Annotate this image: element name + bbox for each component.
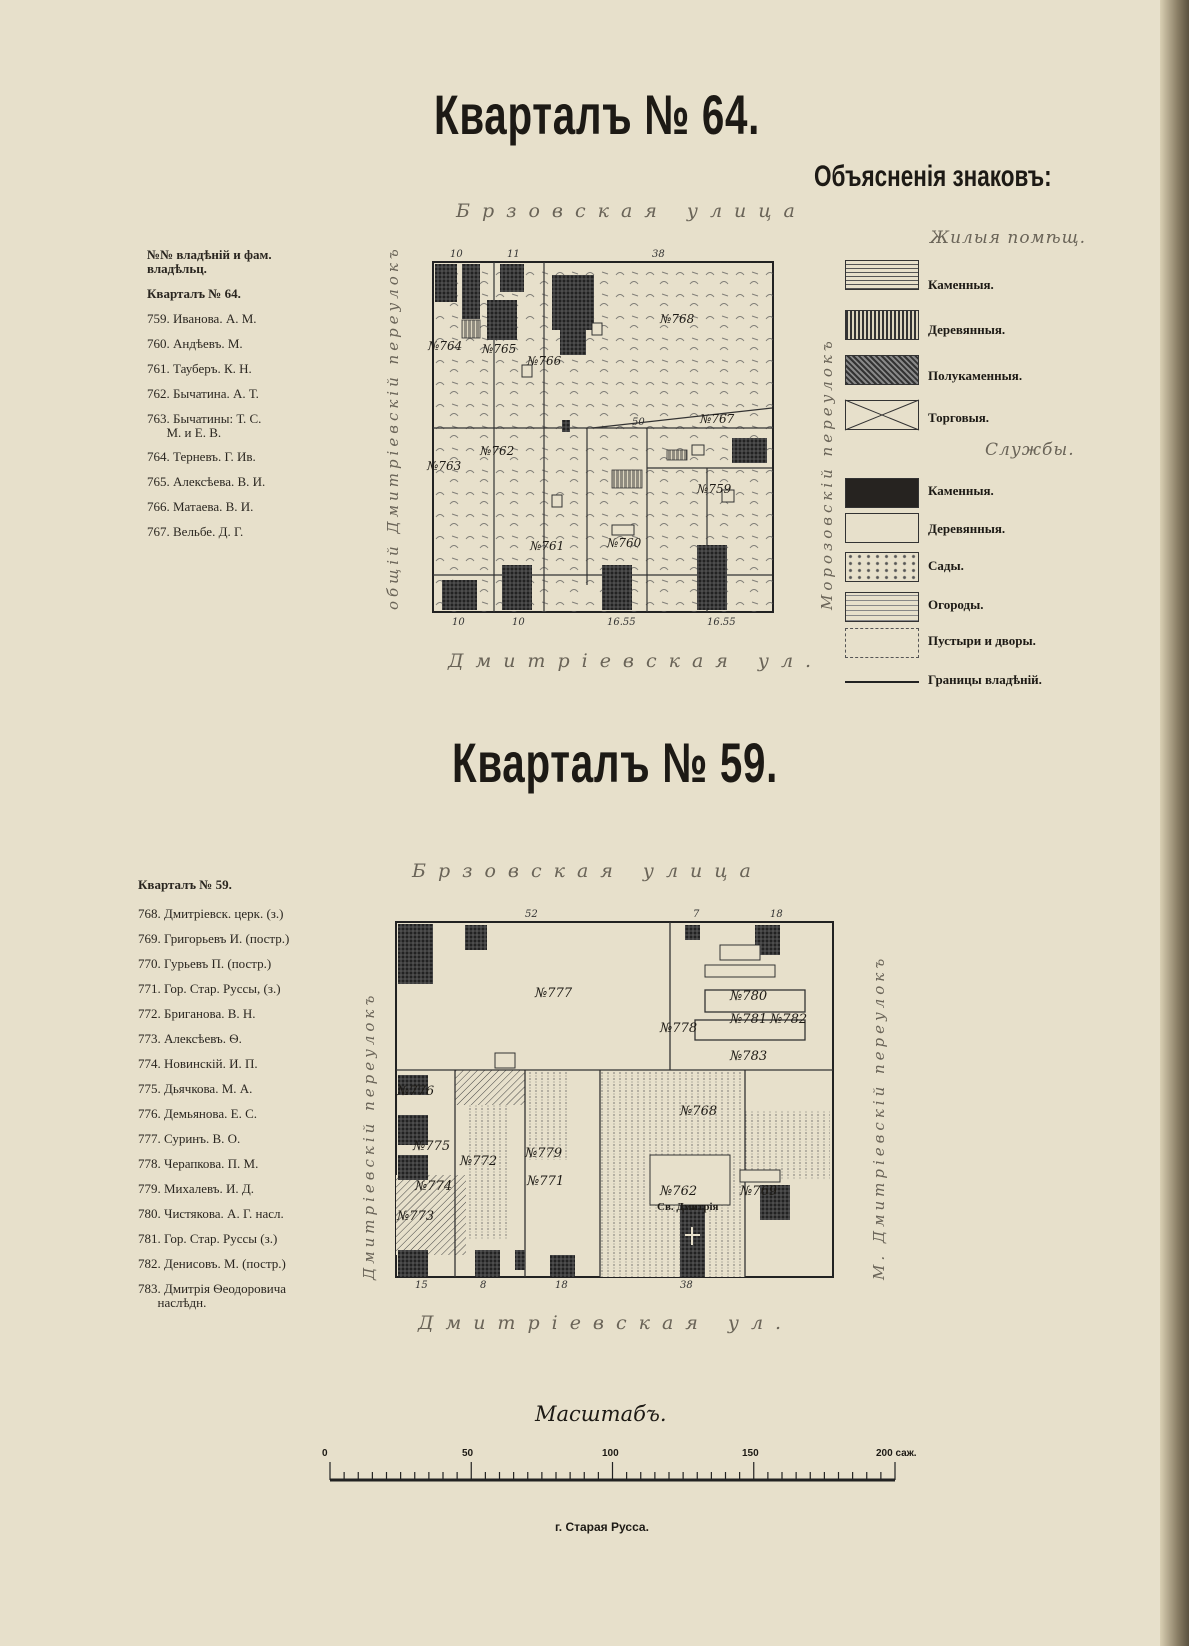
owner-entry: 767. Вельбе. Д. Г. bbox=[147, 524, 244, 539]
dimension-label: 7 bbox=[693, 909, 700, 920]
plot-label: №776 bbox=[397, 1084, 435, 1099]
owner-entry: 778. Черапкова. П. М. bbox=[138, 1156, 259, 1171]
dimension-label: 10 bbox=[450, 249, 463, 260]
q59-east-street: М. Дмитріевскій переулокъ bbox=[870, 954, 888, 1280]
plot-label: №763 bbox=[427, 459, 462, 473]
scale-tick-label: 150 bbox=[742, 1448, 759, 1459]
owner-entry: 780. Чистякова. А. Г. насл. bbox=[138, 1206, 284, 1221]
owner-entry: 775. Дьячкова. М. А. bbox=[138, 1081, 253, 1096]
owner-list-header: №№ владѣній и фам. владѣльц. bbox=[147, 247, 272, 276]
owner-entry: 769. Григорьевъ И. (постр.) bbox=[138, 931, 290, 946]
owner-entry: 765. Алексѣева. В. И. bbox=[147, 474, 266, 489]
dimension-label: 18 bbox=[770, 909, 783, 920]
owner-entry: 760. Андѣевъ. М. bbox=[147, 336, 243, 351]
owner-entry: 771. Гор. Стар. Руссы, (з.) bbox=[138, 981, 281, 996]
legend-label: Пустыри и дворы. bbox=[928, 633, 1036, 648]
plot-label: №780 bbox=[730, 989, 768, 1004]
plot-label: №760 bbox=[607, 536, 642, 550]
dimension-label: 38 bbox=[680, 1280, 693, 1291]
scale-tick-label: 50 bbox=[462, 1448, 474, 1459]
q59-south-street: Дмитріевская ул. bbox=[418, 1312, 794, 1334]
q64-south-street: Дмитріевская ул. bbox=[448, 650, 824, 672]
plot-label: №762 bbox=[480, 444, 515, 458]
owner-entry: 782. Денисовъ. М. (постр.) bbox=[138, 1256, 286, 1271]
plot-label: №768 bbox=[660, 312, 695, 326]
church-label: Св. Дмитрія bbox=[657, 1201, 719, 1213]
legend-swatch-garden bbox=[845, 552, 919, 582]
owner-entry: 781. Гор. Стар. Руссы (з.) bbox=[138, 1231, 278, 1246]
plot-label: №768 bbox=[680, 1104, 718, 1119]
plot-label: №762 bbox=[660, 1184, 698, 1199]
legend-swatch-semistone-residential bbox=[845, 355, 919, 385]
plot-label: №781 bbox=[730, 1012, 768, 1027]
owner-entry: 774. Новинскій. И. П. bbox=[138, 1056, 258, 1071]
plot-label: №782 bbox=[770, 1012, 808, 1027]
legend-swatch-stone-residential bbox=[845, 260, 919, 290]
legend-label: Полукаменныя. bbox=[928, 368, 1023, 383]
owner-entry: 764. Терневъ. Г. Ив. bbox=[147, 449, 256, 464]
plot-label: №765 bbox=[482, 342, 517, 356]
legend-swatch-stone-service bbox=[845, 478, 919, 508]
dimension-label: 8 bbox=[480, 1280, 487, 1291]
scale-tick-label: 0 bbox=[322, 1448, 328, 1459]
quarter-59-owner-list bbox=[138, 877, 368, 1310]
plot-label: №769 bbox=[740, 1184, 778, 1199]
plot-label: №774 bbox=[415, 1179, 453, 1194]
q64-west-street: общій Дмитріевскій переулокъ bbox=[384, 245, 402, 610]
q64-east-street: Морозовскій переулокъ bbox=[818, 337, 836, 610]
plot-label: №761 bbox=[530, 539, 565, 553]
plot-label: №759 bbox=[697, 482, 732, 496]
owner-entry: 783. Дмитрія Ѳеодоровича наслѣдн. bbox=[138, 1281, 287, 1310]
dimension-label: 18 bbox=[555, 1280, 568, 1291]
legend-swatch-vegetable bbox=[845, 592, 919, 622]
owner-entry: 776. Демьянова. Е. С. bbox=[138, 1106, 257, 1121]
owner-entry: 766. Матаева. В. И. bbox=[147, 499, 254, 514]
dimension-label: 16.55 bbox=[707, 617, 736, 628]
page-edge bbox=[1160, 0, 1189, 1646]
owner-entry: 773. Алексѣевъ. Ѳ. bbox=[138, 1031, 242, 1046]
legend-label: Сады. bbox=[928, 558, 964, 573]
footer-city: г. Старая Русса. bbox=[555, 1520, 649, 1534]
quarter-64-title: Кварталъ № 64. bbox=[434, 83, 761, 146]
scale-tick-label: 200 саж. bbox=[876, 1448, 917, 1459]
plot-label: №777 bbox=[535, 986, 573, 1001]
plot-label: №772 bbox=[460, 1154, 498, 1169]
dimension-label: 38 bbox=[652, 249, 665, 260]
plot-label: №778 bbox=[660, 1021, 698, 1036]
legend-label: Каменныя. bbox=[928, 483, 994, 498]
q59-north-street: Брзовская улица bbox=[412, 860, 763, 882]
quarter-64-owner-list bbox=[147, 248, 347, 550]
dimension-label: 15 bbox=[415, 1280, 428, 1291]
q64-north-street: Брзовская улица bbox=[456, 200, 807, 222]
quarter-59-map bbox=[395, 905, 835, 1291]
dimension-label: 11 bbox=[507, 249, 520, 260]
legend-residential-header: Жилыя помѣщ. bbox=[930, 228, 1087, 248]
owner-entry: 777. Суринъ. В. О. bbox=[138, 1131, 241, 1146]
legend-swatch-wood-service bbox=[845, 513, 919, 543]
plot-label: №771 bbox=[527, 1174, 565, 1189]
legend-swatch-trade bbox=[845, 400, 919, 430]
legend-label: Деревянныя. bbox=[928, 521, 1006, 536]
dimension-label: 16.55 bbox=[607, 617, 636, 628]
legend-label: Каменныя. bbox=[928, 277, 994, 292]
plot-label: №779 bbox=[525, 1146, 563, 1161]
plot-label: №783 bbox=[730, 1049, 768, 1064]
owner-entry: 763. Бычатины: Т. С. М. и Е. В. bbox=[147, 411, 262, 440]
q59-west-street: Дмитріевскій переулокъ bbox=[360, 991, 378, 1280]
legend-label: Деревянныя. bbox=[928, 322, 1006, 337]
dimension-label: 10 bbox=[512, 617, 525, 628]
legend-label: Торговыя. bbox=[928, 410, 990, 425]
plot-label: №766 bbox=[527, 354, 562, 368]
legend-swatch-wood-residential bbox=[845, 310, 919, 340]
owner-list-subheader: Кварталъ № 64. bbox=[147, 286, 241, 301]
quarter-59-title: Кварталъ № 59. bbox=[452, 731, 779, 794]
owner-entry: 770. Гурьевъ П. (постр.) bbox=[138, 956, 272, 971]
dimension-label: 10 bbox=[452, 617, 465, 628]
plot-label: №773 bbox=[397, 1209, 435, 1224]
dimension-label: 50 bbox=[632, 417, 645, 428]
owner-entry: 772. Бриганова. В. Н. bbox=[138, 1006, 256, 1021]
owner-entry: 768. Дмитріевск. церк. (з.) bbox=[138, 906, 284, 921]
owner-entry: 759. Иванова. А. М. bbox=[147, 311, 257, 326]
legend-boundary-line bbox=[845, 681, 919, 683]
legend-services-header: Службы. bbox=[985, 440, 1075, 460]
plot-label: №767 bbox=[700, 412, 735, 426]
legend-title: Объясненія знаковъ: bbox=[814, 160, 1052, 193]
scale-tick-label: 100 bbox=[602, 1448, 619, 1459]
legend-label: Огороды. bbox=[928, 597, 984, 612]
legend-swatch-wasteland bbox=[845, 628, 919, 658]
plot-label: №764 bbox=[428, 339, 463, 353]
plot-label: №775 bbox=[413, 1139, 451, 1154]
owner-entry: 762. Бычатина. А. Т. bbox=[147, 386, 259, 401]
owner-entry: 779. Михалевъ. И. Д. bbox=[138, 1181, 255, 1196]
scale-label: Масштабъ. bbox=[535, 1402, 667, 1426]
owner-entry: 761. Тауберъ. К. Н. bbox=[147, 361, 252, 376]
legend-label: Границы владѣній. bbox=[928, 672, 1042, 687]
owner-list-subheader: Кварталъ № 59. bbox=[138, 877, 232, 892]
quarter-64-map bbox=[427, 245, 832, 628]
dimension-label: 52 bbox=[525, 909, 538, 920]
